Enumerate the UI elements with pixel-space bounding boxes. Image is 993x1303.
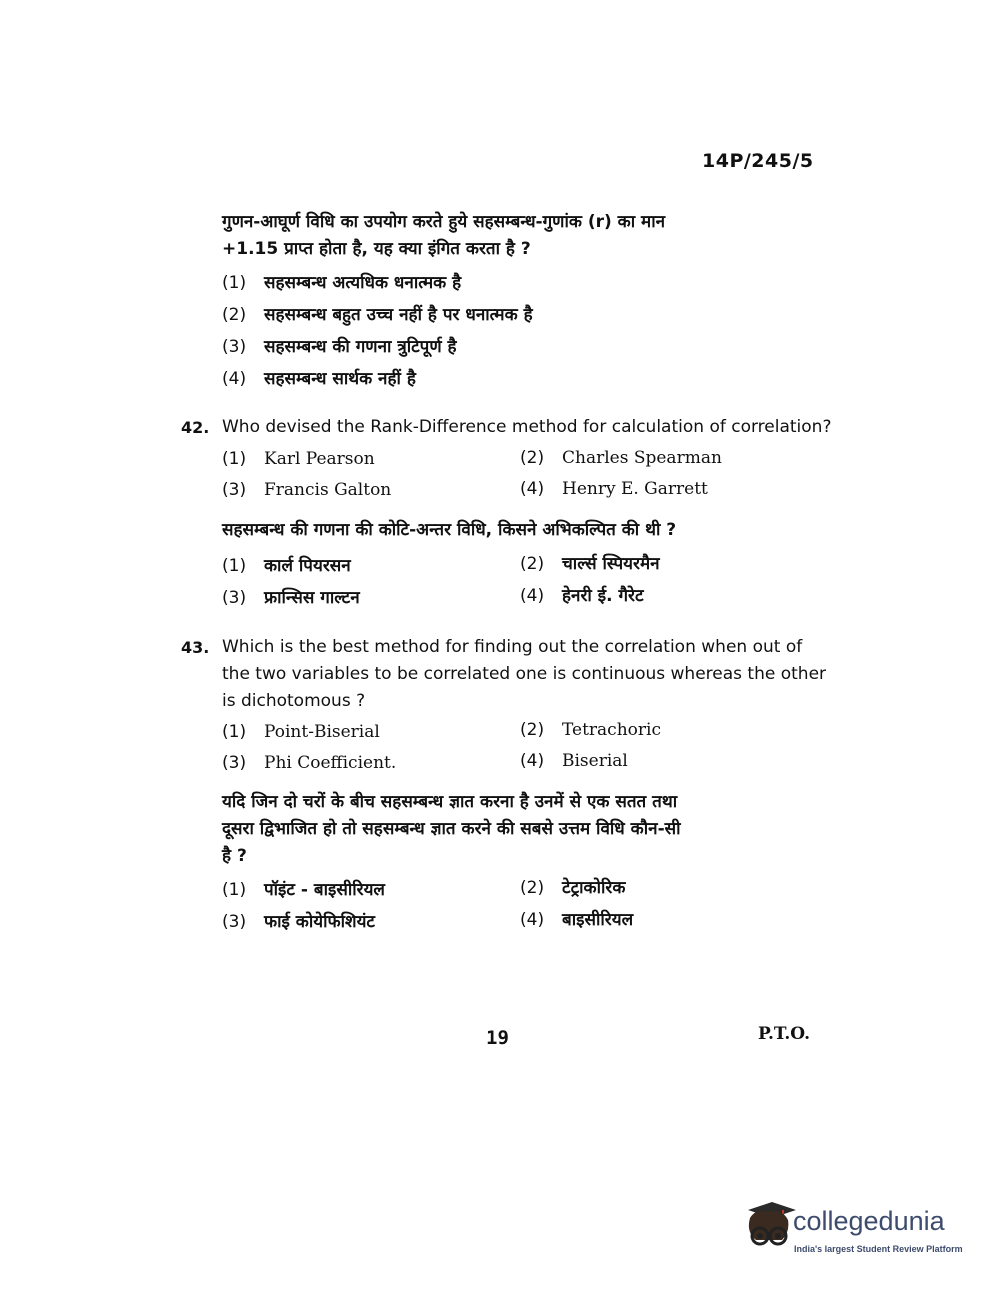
q43-option-3 [222, 753, 396, 773]
option-number: (3) [222, 337, 247, 357]
option-number: (2) [520, 720, 545, 740]
option-text: Point-Biserial [264, 722, 380, 742]
q42-option-2 [520, 448, 722, 468]
watermark-brand: collegedunia [793, 1206, 945, 1236]
q43-number: 43. [181, 638, 210, 657]
option-number: (4) [520, 479, 545, 499]
option-number: (4) [520, 586, 545, 606]
option-text: बाइसीरियल [562, 910, 634, 930]
option-number: (1) [222, 880, 247, 900]
q42-number: 42. [181, 418, 210, 437]
option-number: (2) [222, 305, 247, 325]
option-text: सहसम्बन्ध सार्थक नहीं है [264, 369, 416, 389]
paper-code: 14P/245/5 [702, 150, 814, 172]
option-text: पॉइंट - बाइसीरियल [264, 880, 385, 900]
q43-option-2 [520, 720, 661, 740]
pto-label: P.T.O. [758, 1024, 810, 1044]
q43-line-2: the two variables to be correlated one is continuous whereas the other [222, 664, 827, 684]
option-number: (3) [222, 753, 247, 773]
option-text: टेट्राकोरिक [562, 878, 626, 898]
option-number: (4) [222, 369, 247, 389]
q43-option-1 [222, 722, 380, 742]
option-number: (1) [222, 556, 247, 576]
q41-hindi-option-4 [222, 366, 416, 389]
option-text: फ्रान्सिस गाल्टन [264, 588, 360, 608]
option-text: Biserial [562, 751, 628, 771]
option-text: चार्ल्स स्पियरमैन [562, 554, 660, 574]
option-text: Francis Galton [264, 480, 392, 500]
option-number: (1) [222, 273, 247, 293]
q43-hindi-line-1: यदि जिन दो चरों के बीच सहसम्बन्ध ज्ञात करना है उनमें से एक सतत तथा [222, 792, 678, 812]
option-text: फाई कोयेफिशियंट [264, 912, 375, 932]
q41-hindi-option-3 [222, 334, 457, 357]
q42-hindi-option-3 [222, 585, 360, 608]
option-number: (4) [520, 751, 545, 771]
option-number: (2) [520, 878, 545, 898]
option-number: (1) [222, 722, 247, 742]
option-number: (2) [520, 554, 545, 574]
q41-hindi-option-1 [222, 270, 461, 293]
option-text: सहसम्बन्ध बहुत उच्च नहीं है पर धनात्मक है [264, 305, 533, 325]
option-text: हेनरी ई. गैरेट [562, 586, 644, 606]
q43-line-1: Which is the best method for finding out the correlation when out of [222, 637, 803, 657]
q42-hindi-option-2 [520, 551, 660, 574]
q42-option-4 [520, 479, 708, 499]
option-text: सहसम्बन्ध अत्यधिक धनात्मक है [264, 273, 462, 293]
option-text: Charles Spearman [562, 448, 722, 468]
option-text: Karl Pearson [264, 449, 375, 469]
q43-hindi-line-2: दूसरा द्विभाजित हो तो सहसम्बन्ध ज्ञात करने की सबसे उत्तम विधि कौन-सी [222, 819, 681, 839]
q42-option-1 [222, 449, 375, 469]
q43-hindi-option-2 [520, 875, 625, 898]
option-number: (1) [222, 449, 247, 469]
page-number: 19 [486, 1027, 509, 1049]
option-text: सहसम्बन्ध की गणना त्रुटिपूर्ण है [264, 337, 457, 357]
option-number: (3) [222, 588, 247, 608]
option-text: Henry E. Garrett [562, 479, 708, 499]
q42-hindi-option-4 [520, 583, 644, 606]
q41-hindi-option-2 [222, 302, 533, 325]
watermark-tagline: India's largest Student Review Platform [794, 1244, 963, 1254]
option-text: Phi Coefficient. [264, 753, 397, 773]
q43-hindi-line-3: है ? [222, 846, 247, 866]
option-number: (2) [520, 448, 545, 468]
q42-hindi-option-1 [222, 553, 351, 576]
q42-hindi-question: सहसम्बन्ध की गणना की कोटि-अन्तर विधि, किसने अभिकल्पित की थी ? [222, 520, 677, 540]
q43-hindi-option-1 [222, 877, 385, 900]
q42-question: Who devised the Rank-Difference method for calculation of correlation? [222, 417, 832, 437]
q43-hindi-option-3 [222, 909, 375, 932]
option-number: (3) [222, 912, 247, 932]
q43-line-3: is dichotomous ? [222, 691, 366, 711]
q43-hindi-option-4 [520, 907, 633, 930]
option-text: कार्ल पियरसन [264, 556, 351, 576]
option-number: (3) [222, 480, 247, 500]
q42-option-3 [222, 480, 391, 500]
q41-hindi-line-2: +1.15 प्राप्त होता है, यह क्या इंगित करता है ? [222, 239, 531, 259]
q41-hindi-line-1: गुणन-आघूर्ण विधि का उपयोग करते हुये सहसम्बन्ध-गुणांक (r) का मान [222, 212, 666, 232]
option-number: (4) [520, 910, 545, 930]
q43-option-4 [520, 751, 628, 771]
option-text: Tetrachoric [562, 720, 661, 740]
